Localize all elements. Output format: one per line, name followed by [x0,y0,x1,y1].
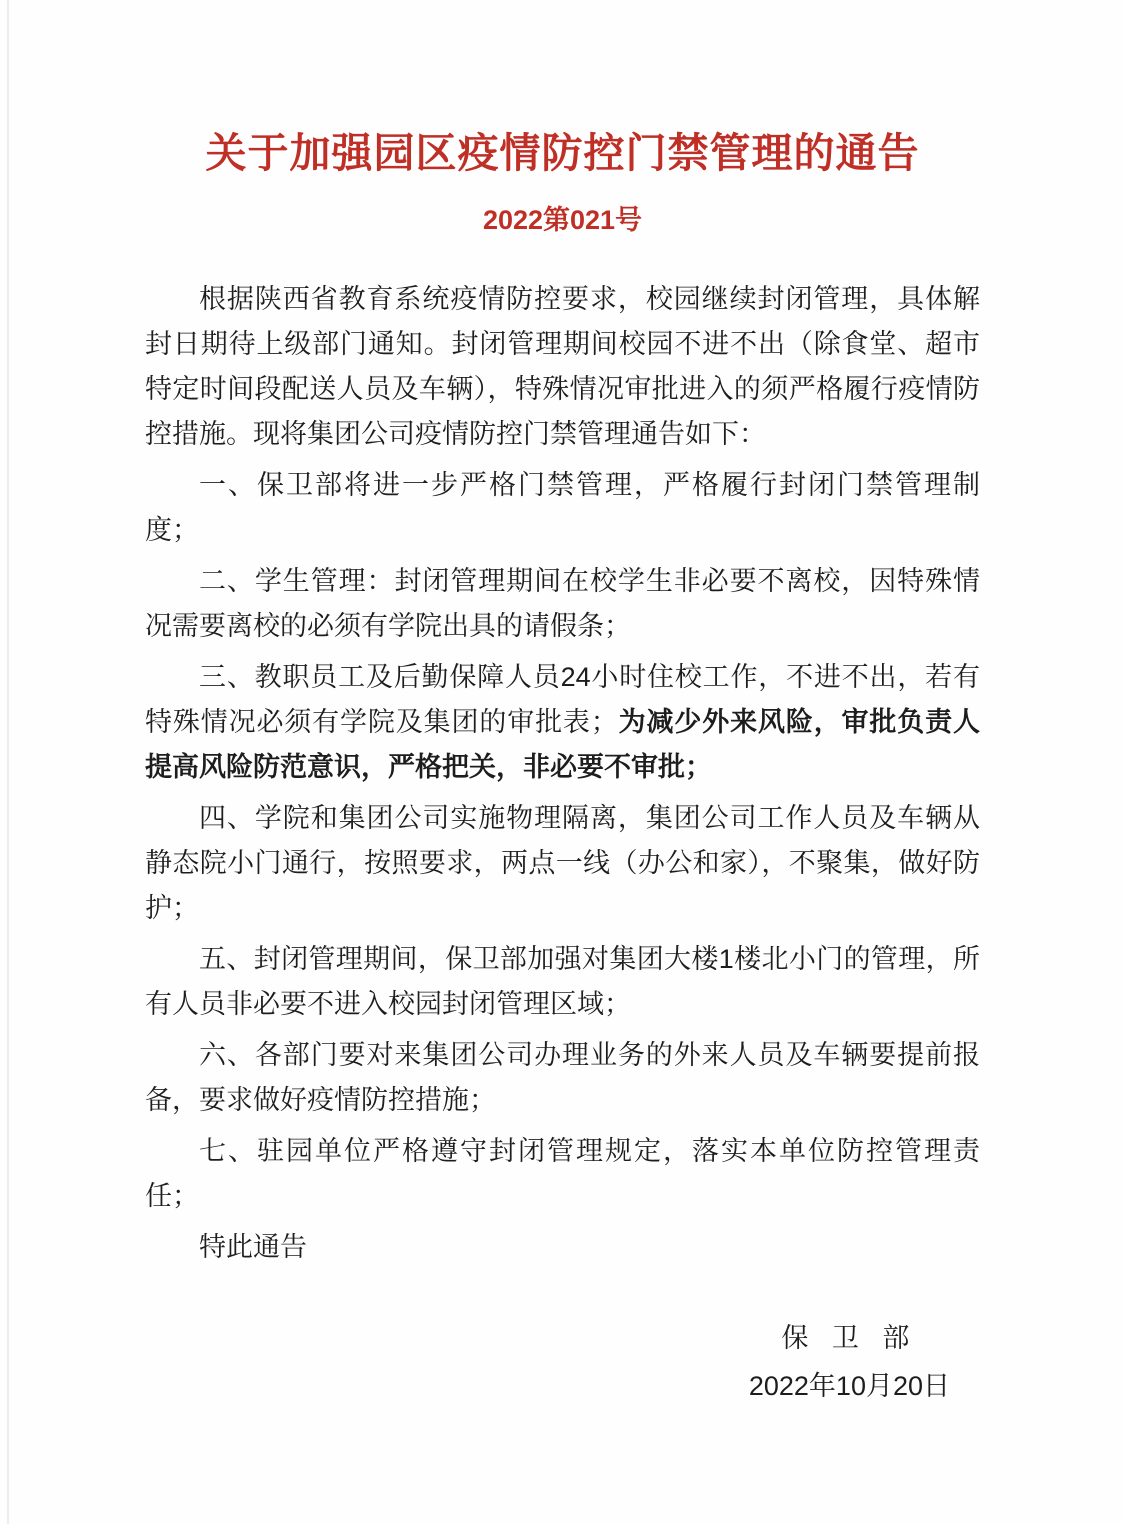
signature-block [749,1314,950,1410]
signature-department: 保 卫 部 [781,1323,918,1353]
paragraph-item-3-normal: 三、教职员工及后勤保障人员24小时住校工作，不进不出，若有特殊情况必须有学院及集团的审批表； [145,662,980,737]
notice-title: 关于加强园区疫情防控门禁管理的通告 [205,130,920,176]
signature-date: 2022年10月20日 [748,1371,950,1401]
paragraph-item-1: 一、保卫部将进一步严格门禁管理，严格履行封闭门禁管理制度； [145,470,980,545]
paragraph-item-5: 五、封闭管理期间，保卫部加强对集团大楼1楼北小门的管理，所有人员非必要不进入校园封闭管理区域； [145,944,980,1019]
closing-phrase: 特此通告 [199,1232,307,1262]
page-edge-line [7,0,9,1524]
paragraph-item-6: 六、各部门要对来集团公司办理业务的外来人员及车辆要提前报备，要求做好疫情防控措施； [145,1040,980,1115]
notice-body [145,277,980,1270]
paragraph-intro: 根据陕西省教育系统疫情防控要求，校园继续封闭管理，具体解封日期待上级部门通知。封闭管理期间校园不进不出（除食堂、超市特定时间段配送人员及车辆），特殊情况审批进入的须严格履行疫情防控措施。现将集团公司疫情防控门禁管理通告如下： [145,284,980,449]
paragraph-item-7: 七、驻园单位严格遵守封闭管理规定，落实本单位防控管理责任； [145,1136,980,1211]
paragraph-item-2: 二、学生管理：封闭管理期间在校学生非必要不离校，因特殊情况需要离校的必须有学院出具的请假条； [145,566,980,641]
paragraph-item-3-bold: 为减少外来风险，审批负责人提高风险防范意识，严格把关，非必要不审批； [145,707,981,782]
paragraph-item-3 [145,655,980,790]
doc-number: 2022第021号 [482,205,643,235]
paragraph-item-4: 四、学院和集团公司实施物理隔离，集团公司工作人员及车辆从静态院小门通行，按照要求，两点一线（办公和家），不聚集，做好防护； [145,803,980,923]
